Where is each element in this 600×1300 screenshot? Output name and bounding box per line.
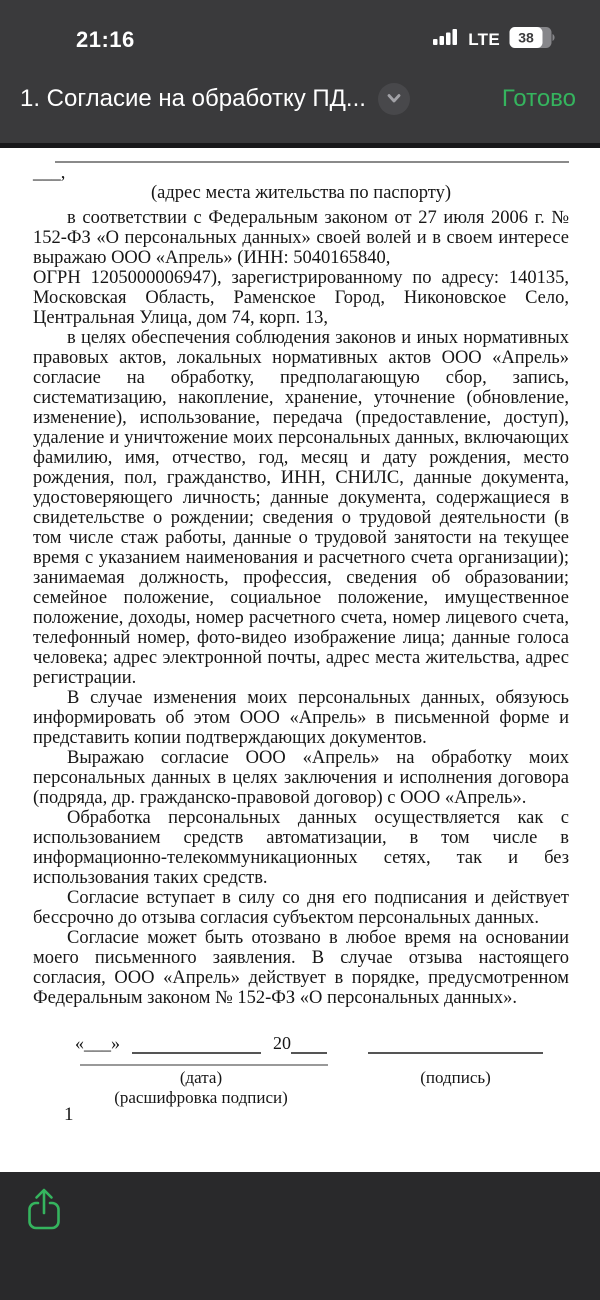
cellular-signal-icon	[433, 28, 459, 51]
bottom-toolbar	[0, 1172, 600, 1300]
page-number: 1	[64, 1104, 74, 1125]
date-label: (дата)	[179, 1068, 223, 1087]
blank-line-prefix: ___,	[33, 163, 66, 183]
paragraph: в целях обеспечения соблюдения законов и иных нормативных правовых актов, локальных нормативных актов ООО «Апрель» согласие на обработку, предполагающую сбор, запись, систематизацию, накопление, хранение, уточнение (обновление, изменение), использование, передача (предоставление, доступ), удаление и уничтожение моих персональных данных, включающих фамилию, имя, отчество, год, месяц и дату рождения, место рождения, пол, гражданство, ИНН, СНИЛС, данные документа, удостоверяющего личность; данные документа, содержащиеся в свидетельстве о рождении; сведения о трудовой деятельности (в том числе стаж работы, данные о трудовой занятости на текущее время с указанием наименования и расчетного счета организации); занимаемая должность, профессия, сведения об образовании; семейное положение, социальное положение, имущественное положение, доходы, номер расчетного счета, номер лицевого счета, телефонный номер, фото-видео изображение лица; данные голоса человека; адрес электронной почты, адрес места жительства, адрес регистрации.	[33, 328, 569, 688]
document-page[interactable]	[0, 148, 600, 1172]
status-right-cluster	[433, 26, 556, 54]
battery-percent-value: 38	[518, 29, 534, 45]
document-title: 1. Согласие на обработку ПД...	[20, 85, 366, 112]
paragraph: ОГРН 1205000006947), зарегистрированному по адресу: 140135, Московская Область, Раменское Город, Никоновское Село, Центральная Улица, дом 74, корп. 13,	[33, 268, 569, 328]
chevron-down-icon	[385, 89, 403, 110]
year-blank-line	[291, 1036, 327, 1054]
signature-labels-row	[33, 1068, 569, 1088]
address-caption: (адрес места жительства по паспорту)	[150, 183, 452, 203]
signature-blank-line	[368, 1036, 543, 1054]
paragraph-list	[33, 208, 569, 1008]
paragraph: В случае изменения моих персональных данных, обязуюсь информировать об этом ООО «Апрель» в письменной форме и представить копии подтверждающих документов.	[33, 688, 569, 748]
date-fill-in	[75, 1033, 327, 1054]
paragraph: Согласие вступает в силу со дня его подписания и действует бессрочно до отзыва согласия субъектом персональных данных.	[33, 888, 569, 928]
paragraph: Обработка персональных данных осуществляется как с использованием средств автоматизации, в том числе в информационно-телекоммуникационных сетях, так и без использования таких средств.	[33, 808, 569, 888]
status-bar	[0, 0, 600, 65]
share-button[interactable]	[25, 1187, 63, 1234]
paragraph: Согласие может быть отозвано в любое время на основании моего письменного заявления. В случае отзыва настоящего согласия, ООО «Апрель» действует в порядке, предусмотренном Федеральным законом № 152-ФЗ «О персональных данных».	[33, 928, 569, 1008]
paragraph: в соответствии с Федеральным законом от 27 июля 2006 г. № 152-ФЗ «О персональных данных» своей волей и в своем интересе выражаю ООО «Апрель» (ИНН: 5040165840,	[33, 208, 569, 268]
year-prefix: 20	[273, 1033, 291, 1053]
signature-block	[33, 1032, 569, 1108]
network-type-label: LTE	[468, 29, 500, 49]
battery-icon	[509, 26, 556, 54]
name-blank-line	[80, 1054, 328, 1066]
paragraph: Выражаю согласие ООО «Апрель» на обработку моих персональных данных в целях заключения и исполнения договора (подряда, др. гражданско-правовой договор) с ООО «Апрель».	[33, 748, 569, 808]
title-menu-button[interactable]	[378, 83, 410, 115]
signature-label: (подпись)	[420, 1068, 491, 1087]
nav-bar	[0, 65, 600, 143]
month-blank-line	[132, 1036, 261, 1054]
done-button[interactable]: Готово	[501, 85, 576, 112]
status-time: 21:16	[76, 26, 135, 52]
signature-date-row	[33, 1032, 569, 1054]
share-icon	[25, 1219, 63, 1234]
name-transcript-label: (расшифровка подписи)	[114, 1088, 288, 1107]
day-placeholder: «___»	[75, 1033, 120, 1053]
